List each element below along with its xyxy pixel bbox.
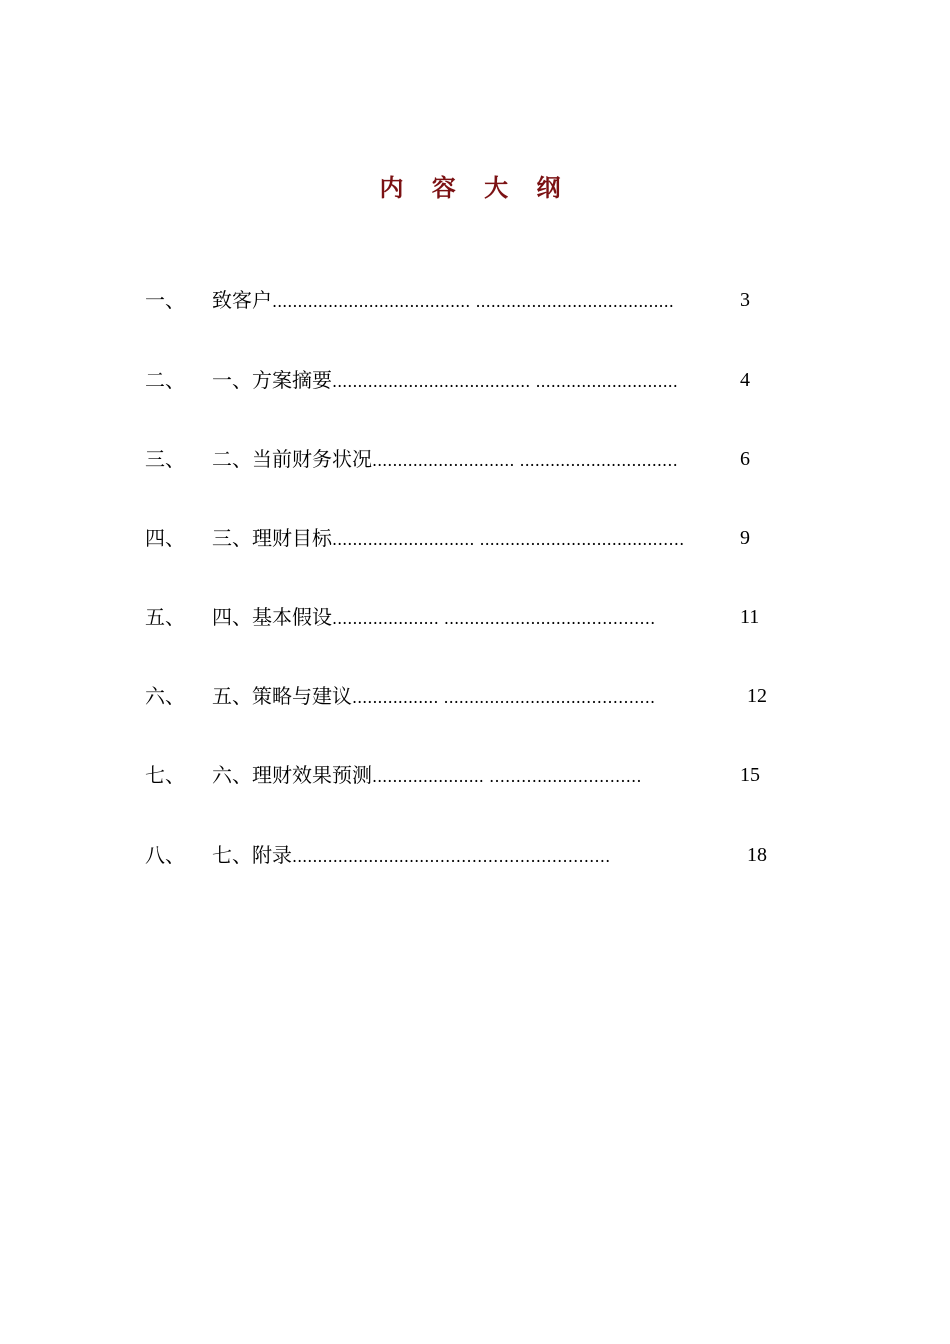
toc-leader-dots: ..................... .............................…………	[332, 609, 656, 628]
toc-number: 三、	[145, 447, 185, 471]
toc-leader-dots: ...................... ………........…………	[372, 767, 642, 786]
toc-leader-dots: ....................................... ............................	[332, 372, 678, 391]
toc-entry	[212, 439, 678, 481]
toc-number: 五、	[145, 605, 185, 629]
toc-row[interactable]	[0, 518, 950, 558]
toc-entry-title: 七、附录	[212, 843, 292, 867]
toc-entry-title: 五、策略与建议	[212, 684, 352, 708]
toc-entry-title: 三、理财目标	[212, 526, 332, 550]
toc-row[interactable]	[0, 755, 950, 795]
toc-number: 七、	[145, 763, 185, 787]
toc-entry	[212, 835, 610, 877]
toc-number: 六、	[145, 684, 185, 708]
toc-page-number: 4	[740, 369, 750, 391]
toc-row[interactable]	[0, 360, 950, 400]
toc-entry-title: 四、基本假设	[212, 605, 332, 629]
toc-entry-title: 二、当前财务状况	[212, 447, 372, 471]
toc-entry	[212, 755, 642, 797]
toc-entry-title: 一、方案摘要	[212, 368, 332, 392]
page-title: 内 容 大 纲	[379, 174, 571, 202]
toc-number: 二、	[145, 368, 185, 392]
toc-page-number: 9	[740, 527, 750, 549]
toc-number: 一、	[145, 288, 185, 312]
toc-number: 八、	[145, 843, 185, 867]
toc-entry	[212, 360, 678, 402]
toc-row[interactable]	[0, 597, 950, 637]
toc-entry	[212, 676, 655, 718]
toc-row[interactable]	[0, 280, 950, 320]
toc-entry	[212, 518, 684, 560]
toc-row[interactable]	[0, 835, 950, 875]
toc-leader-dots: ............................ ............................…	[372, 451, 678, 470]
toc-page-number: 15	[740, 764, 760, 786]
toc-leader-dots: ................. ............................………….	[352, 688, 656, 707]
toc-leader-dots: ....................................... .......................................	[272, 292, 674, 311]
toc-row[interactable]	[0, 439, 950, 479]
toc-entry	[212, 597, 655, 639]
toc-page-number: 18	[747, 844, 767, 866]
toc-page-number: 12	[747, 685, 767, 707]
toc-number: 四、	[145, 526, 185, 550]
toc-leader-dots: ............................ ..................................……	[332, 530, 685, 549]
toc-entry-title: 六、理财效果预测	[212, 763, 372, 787]
toc-entry	[212, 280, 674, 322]
toc-row[interactable]	[0, 676, 950, 716]
toc-page-number: 11	[740, 606, 760, 628]
toc-entry-title: 致客户	[212, 288, 272, 312]
toc-leader-dots: ............................……………………………	[292, 847, 611, 866]
toc-page-number: 3	[740, 289, 750, 311]
toc-page-number: 6	[740, 448, 750, 470]
